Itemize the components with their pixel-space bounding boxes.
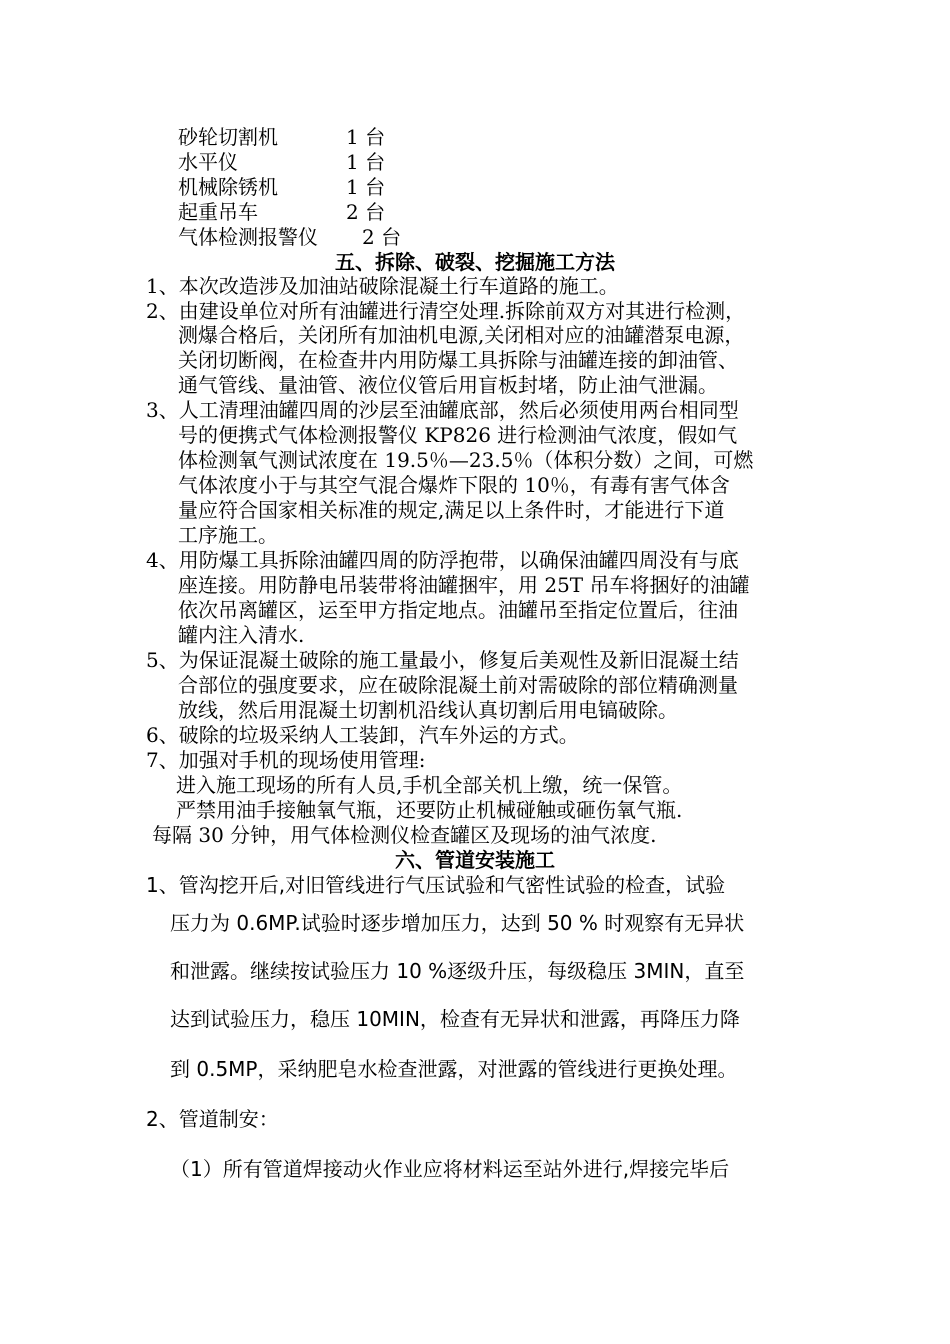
equipment-name: 水平仪 bbox=[178, 150, 238, 174]
paragraph-line: 和泄露。继续按试验压力 10 %逐级升压，每级稳压 3MIN，直至 bbox=[170, 959, 745, 983]
equipment-name: 气体检测报警仪 bbox=[178, 225, 318, 249]
paragraph-line: 依次吊离罐区，运至甲方指定地点。油罐吊至指定位置后，往油 bbox=[178, 598, 738, 622]
equipment-qty: 1 台 bbox=[346, 175, 386, 199]
paragraph-line: 进入施工现场的所有人员,手机全部关机上缴，统一保管。 bbox=[176, 773, 683, 797]
paragraph-line: 3、人工清理油罐四周的沙层至油罐底部，然后必须使用两台相同型 bbox=[146, 398, 739, 422]
paragraph-line: 7、加强对手机的现场使用管理: bbox=[146, 748, 426, 772]
equipment-row bbox=[178, 124, 385, 150]
section-5-title: 五、拆除、破裂、挖掘施工方法 bbox=[335, 250, 615, 274]
equipment-row bbox=[178, 224, 401, 250]
paragraph-line: 座连接。用防静电吊装带将油罐捆牢，用 25T 吊车将捆好的油罐 bbox=[178, 573, 750, 597]
paragraph-line: 严禁用油手接触氧气瓶，还要防止机械碰触或砸伤氧气瓶. bbox=[176, 798, 683, 822]
equipment-qty: 1 台 bbox=[346, 150, 386, 174]
paragraph-line: 4、用防爆工具拆除油罐四周的防浮抱带，以确保油罐四周没有与底 bbox=[146, 548, 739, 572]
paragraph-line: 1、管沟挖开后,对旧管线进行气压试验和气密性试验的检查，试验 bbox=[146, 873, 726, 897]
paragraph-line: 体检测氧气测试浓度在 19.5％—23.5％（体积分数）之间，可燃 bbox=[178, 448, 754, 472]
paragraph-line: 每隔 30 分钟，用气体检测仪检查罐区及现场的油气浓度. bbox=[152, 823, 657, 847]
paragraph-line: 气体浓度小于与其空气混合爆炸下限的 10％，有毒有害气体含 bbox=[178, 473, 730, 497]
equipment-row bbox=[178, 149, 385, 175]
equipment-qty: 1 台 bbox=[346, 125, 386, 149]
equipment-qty: 2 台 bbox=[362, 225, 402, 249]
equipment-qty: 2 台 bbox=[346, 200, 386, 224]
equipment-name: 砂轮切割机 bbox=[178, 125, 278, 149]
equipment-name: 机械除锈机 bbox=[178, 175, 278, 199]
equipment-name: 起重吊车 bbox=[178, 200, 258, 224]
paragraph-line: 1、本次改造涉及加油站破除混凝土行车道路的施工。 bbox=[146, 274, 619, 298]
paragraph-line: 压力为 0.6MP.试验时逐步增加压力，达到 50 % 时观察有无异状 bbox=[170, 911, 745, 935]
paragraph-line: 到 0.5MP，采纳肥皂水检查泄露，对泄露的管线进行更换处理。 bbox=[170, 1057, 738, 1081]
paragraph-line: 工序施工。 bbox=[178, 523, 278, 547]
paragraph-line: 5、为保证混凝土破除的施工量最小，修复后美观性及新旧混凝土结 bbox=[146, 648, 739, 672]
paragraph-line: 6、破除的垃圾采纳人工装卸，汽车外运的方式。 bbox=[146, 723, 579, 747]
paragraph-line: 号的便携式气体检测报警仪 KP826 进行检测油气浓度，假如气 bbox=[178, 423, 738, 447]
paragraph-line: 合部位的强度要求，应在破除混凝土前对需破除的部位精确测量 bbox=[178, 673, 738, 697]
equipment-row bbox=[178, 199, 385, 225]
paragraph-line: 2、由建设单位对所有油罐进行清空处理.拆除前双方对其进行检测， bbox=[146, 299, 746, 323]
paragraph-line: 量应符合国家相关标准的规定,满足以上条件时，才能进行下道 bbox=[178, 498, 725, 522]
paragraph-line: （1）所有管道焊接动火作业应将材料运至站外进行,焊接完毕后 bbox=[170, 1157, 730, 1181]
paragraph-line: 2、管道制安： bbox=[146, 1107, 279, 1131]
paragraph-line: 罐内注入清水. bbox=[178, 623, 305, 647]
paragraph-line: 达到试验压力，稳压 10MIN，检查有无异状和泄露，再降压力降 bbox=[170, 1007, 740, 1031]
section-6-title: 六、管道安装施工 bbox=[395, 848, 555, 872]
paragraph-line: 关闭切断阀，在检查井内用防爆工具拆除与油罐连接的卸油管、 bbox=[178, 348, 738, 372]
paragraph-line: 通气管线、量油管、液位仪管后用盲板封堵，防止油气泄漏。 bbox=[178, 373, 718, 397]
paragraph-line: 放线，然后用混凝土切割机沿线认真切割后用电镐破除。 bbox=[178, 698, 678, 722]
paragraph-line: 测爆合格后，关闭所有加油机电源,关闭相对应的油罐潜泵电源， bbox=[178, 323, 745, 347]
equipment-row bbox=[178, 174, 385, 200]
